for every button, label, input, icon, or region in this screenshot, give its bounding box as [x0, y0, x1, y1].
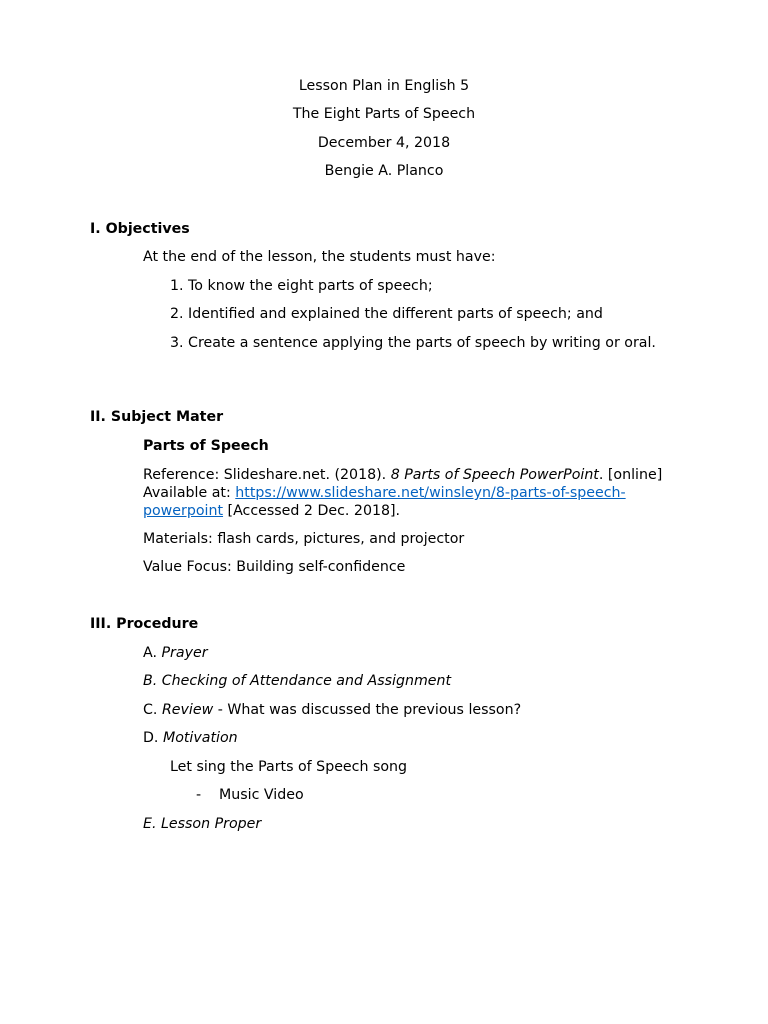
- materials-line: Materials: flash cards, pictures, and projector: [143, 531, 465, 547]
- value-focus-line: Value Focus: Building self-confidence: [143, 559, 406, 575]
- procedure-step-e: [143, 815, 261, 833]
- subject-subheading: Parts of Speech: [143, 438, 269, 454]
- author-name: Bengie A. Planco: [324, 163, 444, 179]
- procedure-step-d: [143, 729, 238, 747]
- step-c-label: Review: [161, 702, 214, 718]
- objective-item: 3. Create a sentence applying the parts of speech by writing or oral.: [170, 335, 656, 351]
- bullet-dash: -: [196, 787, 202, 803]
- reference-link[interactable]: https://www.slideshare.net/winsleyn/8-parts-of-speech-powerpoint: [143, 485, 626, 519]
- procedure-heading: III. Procedure: [90, 616, 199, 632]
- step-e-label: E. Lesson Proper: [143, 816, 262, 832]
- step-a-label: Prayer: [161, 645, 208, 661]
- step-a-prefix: A.: [143, 645, 162, 661]
- step-c-text: - What was discussed the previous lesson?: [213, 702, 522, 718]
- step-b-label: B. Checking of Attendance and Assignment: [143, 673, 452, 689]
- procedure-step-a: [143, 644, 208, 662]
- lesson-topic: The Eight Parts of Speech: [292, 106, 476, 122]
- lesson-date: December 4, 2018: [317, 135, 451, 151]
- objective-item: 2. Identified and explained the different parts of speech; and: [170, 306, 603, 322]
- motivation-text: Let sing the Parts of Speech song: [170, 759, 408, 775]
- reference-suffix: [Accessed 2 Dec. 2018].: [223, 503, 401, 519]
- subject-matter-heading: II. Subject Mater: [90, 409, 224, 425]
- step-c-prefix: C.: [143, 702, 162, 718]
- objectives-intro: At the end of the lesson, the students must have:: [143, 249, 496, 265]
- reference-prefix: Reference: Slideshare.net. (2018).: [143, 467, 391, 483]
- procedure-step-b: [143, 672, 451, 690]
- objective-item: 1. To know the eight parts of speech;: [170, 278, 433, 294]
- document-title: Lesson Plan in English 5: [298, 78, 470, 94]
- procedure-step-c: [143, 701, 521, 719]
- step-d-label: Motivation: [162, 730, 238, 746]
- reference-title: 8 Parts of Speech PowerPoint: [390, 467, 599, 483]
- bullet-text: Music Video: [219, 787, 304, 803]
- objectives-heading: I. Objectives: [90, 221, 190, 237]
- step-d-prefix: D.: [143, 730, 163, 746]
- reference-middle: . [online] Available at:: [143, 467, 663, 501]
- reference-citation: [143, 466, 668, 520]
